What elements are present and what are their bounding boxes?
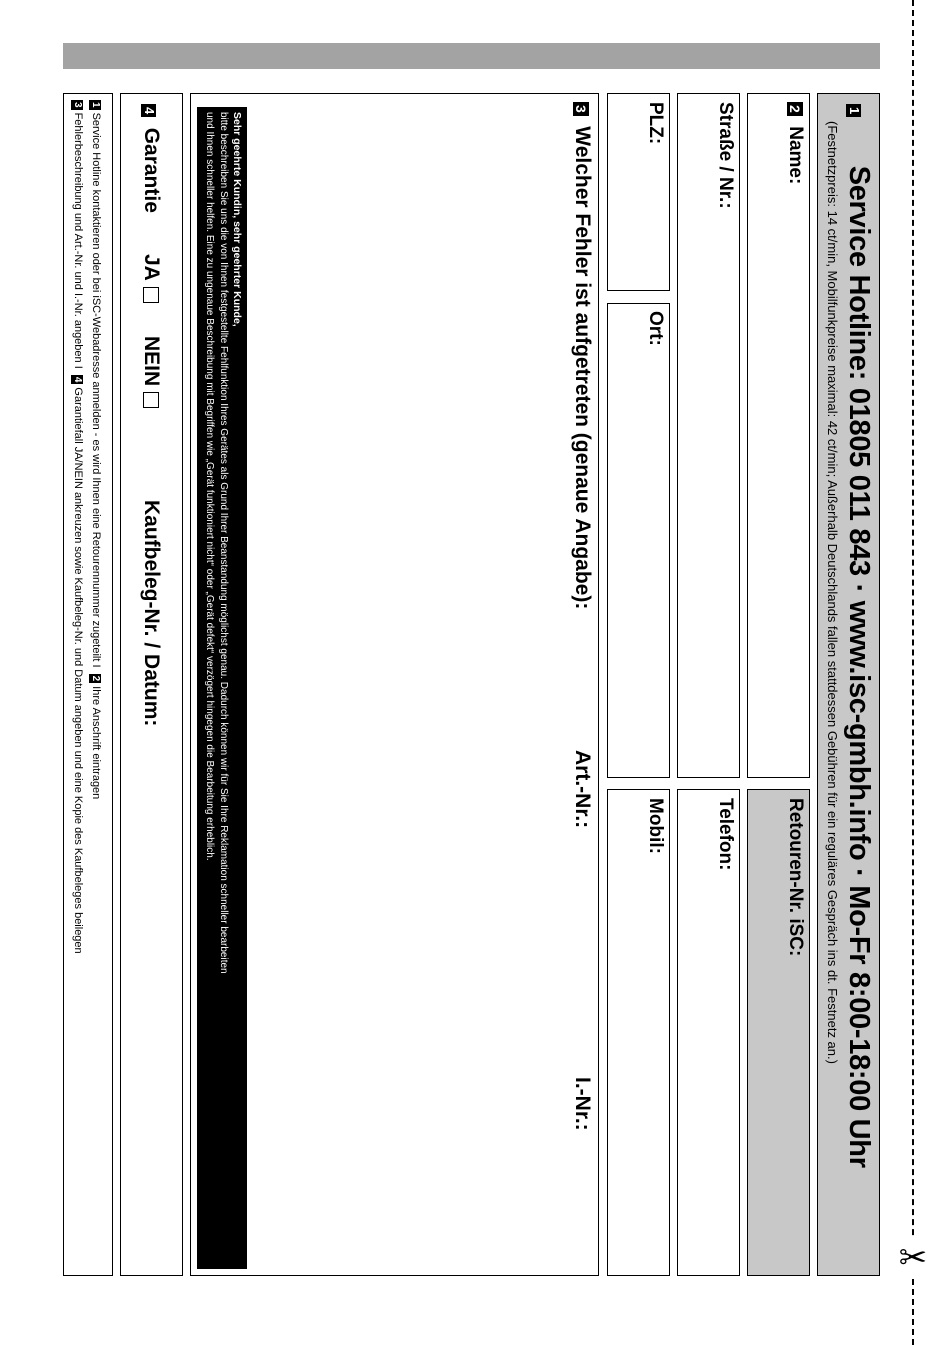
warranty-no-label: NEIN: [140, 336, 163, 387]
warranty-no-checkbox[interactable]: [143, 392, 159, 408]
hotline-title-row: [842, 104, 875, 1168]
instructions-line-2: [71, 100, 84, 954]
notice-line-2: und Ihnen schneller helfen. Eine zu ungenaue Beschreibung mit Begriffen wie „Gerät funktioniert nicht“ oder „Gerät defekt“ verzögert hingegen die Bearbeitung erheblich.: [204, 112, 215, 861]
instruction-text-2: Ihre Anschrift eintragen: [90, 686, 102, 800]
receipt-label: Kaufbeleg-Nr. / Datum:: [140, 500, 163, 727]
warranty-yes-checkbox[interactable]: [143, 287, 159, 303]
instruction-number-4: 4: [72, 376, 83, 383]
instruction-text-1: Service Hotline kontaktieren oder bei iSC-Webadresse anmelden - es wird Ihnen eine Retourennummer zugeteilt I: [90, 112, 102, 668]
warranty-row: [139, 104, 163, 213]
phone-label: Telefon:: [715, 798, 736, 871]
instructions-line-1: [89, 100, 102, 799]
notice-line-1: bitte beschreiben Sie uns die von Ihnen festgestellte Fehlfunktion Ihres Gerätes als Grund Ihrer Beanstandung möglichst genau. Dadurch können wir für Sie Ihre Reklamation schneller bearbeiten: [218, 112, 229, 974]
name-label: Name:: [785, 126, 806, 185]
hotline-title: Service Hotline: 01805 011 843 · www.isc-gmbh.info · Mo-Fr 8:00-18:00 Uhr: [843, 165, 875, 1168]
cut-line: [912, 0, 914, 1345]
street-label: Straße / Nr.:: [715, 102, 736, 209]
section-number-1: 1: [846, 104, 861, 117]
mobile-field[interactable]: [607, 789, 670, 1276]
fault-description-box[interactable]: [190, 93, 599, 1276]
article-number-label: Art.-Nr.:: [571, 750, 594, 829]
warranty-no-option: [139, 336, 163, 408]
top-grey-bar: [63, 43, 880, 69]
name-field[interactable]: [747, 93, 810, 778]
mobile-label: Mobil:: [645, 798, 666, 854]
fault-title: Welcher Fehler ist aufgetreten (genaue Angabe):: [571, 126, 594, 610]
notice-heading: Sehr geehrte Kundin, sehr geehrter Kunde,: [231, 112, 243, 327]
instruction-text-3: Fehlerbeschreibung und Art.-Nr. und I.-Nr. angeben I: [72, 112, 84, 369]
section-number-2: 2: [787, 102, 803, 116]
section-number-3: 3: [573, 102, 589, 116]
instruction-number-1: 1: [90, 102, 101, 108]
scissors-icon: ✂: [898, 1239, 928, 1277]
item-number-label: I.-Nr.:: [571, 1077, 594, 1131]
city-label: Ort:: [645, 311, 666, 346]
warranty-yes-option: [139, 254, 163, 303]
zip-label: PLZ:: [645, 102, 666, 145]
instruction-number-3: 3: [72, 102, 83, 108]
hotline-subtitle: (Festnetzpreis: 14 ct/min, Mobilfunkpreise maximal: 42 ct/min; Außerhalb Deutschlands fallen stattdessen Gebühren für ein reguläres Gespräch ins dt. Festnetz an.): [825, 121, 840, 1064]
name-label-row: [784, 102, 806, 184]
fault-title-row: [570, 102, 594, 609]
section-number-4: 4: [141, 104, 156, 117]
instruction-text-4: Garantiefall JA/NEIN ankreuzen sowie Kaufbeleg-Nr. und Datum angeben und eine Kopie des Kaufbeleges beilegen: [72, 387, 84, 954]
city-field[interactable]: [607, 303, 670, 778]
instruction-number-2: 2: [90, 675, 101, 682]
warranty-label: Garantie: [140, 127, 163, 213]
warranty-yes-label: JA: [140, 254, 163, 281]
return-number-label: Retouren-Nr. iSC:: [785, 798, 806, 957]
